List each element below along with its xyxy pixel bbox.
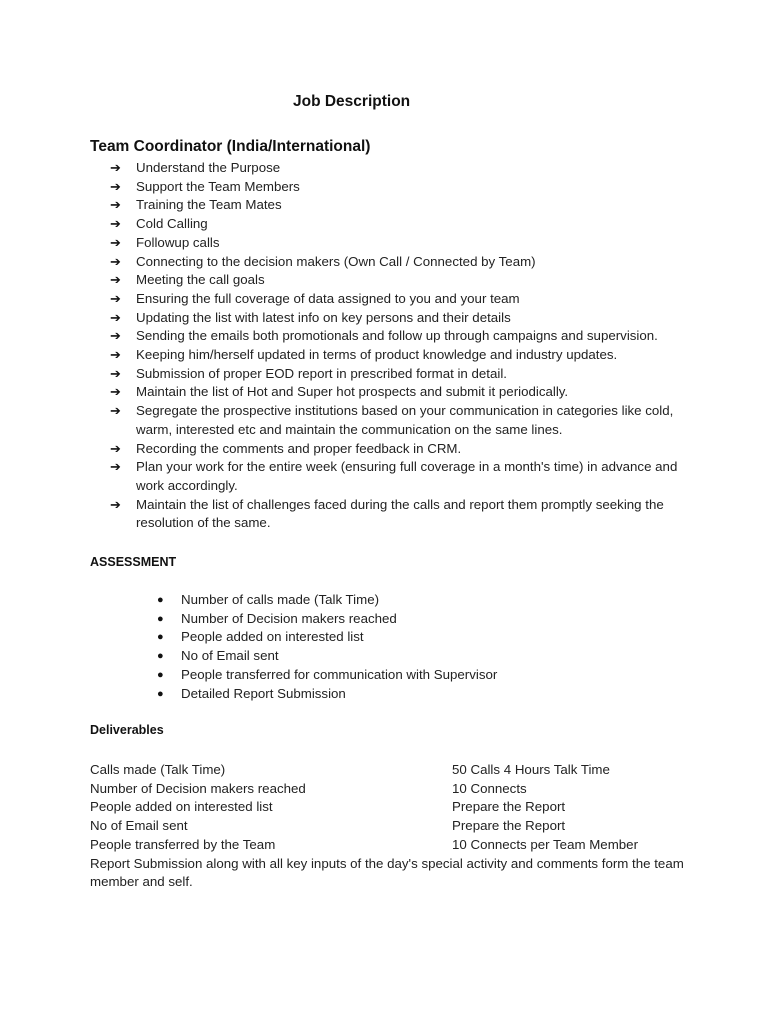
arrow-icon: ➔ [110,328,121,344]
closing-paragraph: Report Submission along with all key inputs of the day's special activity and comments form the team member and self. [90,855,684,890]
deliverable-target: 50 Calls 4 Hours Talk Time [452,762,610,777]
list-item [0,402,768,439]
list-item-text: Followup calls [136,234,220,250]
list-item [0,178,768,197]
list-item-text: Plan your work for the entire week (ensuring full coverage in a month's time) in advance and work accordingly. [136,459,678,493]
list-item [0,383,768,402]
list-item-text: Support the Team Members [136,178,300,194]
arrow-icon: ➔ [110,253,121,269]
arrow-icon: ➔ [110,178,121,194]
arrow-icon: ➔ [110,384,121,400]
deliverable-target: Prepare the Report [452,818,566,834]
list-item [0,346,768,365]
list-item-text: Number of Decision makers reached [181,610,397,626]
list-item [0,290,768,309]
arrow-icon: ➔ [110,440,121,456]
arrow-icon: ➔ [110,272,121,288]
arrow-icon: ➔ [110,216,121,232]
list-item-text: No of Email sent [181,648,279,664]
arrow-icon: ➔ [110,403,121,419]
deliverable-item: Number of Decision makers reached [90,780,306,796]
list-item-text: Understand the Purpose [136,160,281,175]
deliverables-table [90,761,690,854]
list-item [0,496,768,533]
arrow-icon: ➔ [110,234,121,250]
list-item-text: Sending the emails both promotionals and follow up through campaigns and supervision. [136,328,658,344]
table-row [90,817,690,836]
list-item [0,440,768,459]
list-item [0,628,768,647]
table-row [90,798,690,817]
list-item-text: People added on interested list [181,629,364,645]
bullet-icon: ● [157,612,164,625]
list-item-text: Maintain the list of Hot and Super hot prospects and submit it periodically. [136,384,569,400]
arrow-icon: ➔ [110,459,121,475]
list-item [0,666,768,685]
list-item-text: Cold Calling [136,216,208,232]
assessment-heading: ASSESSMENT [90,555,177,569]
deliverable-item: People transferred by the Team [90,836,276,852]
list-item [0,327,768,346]
list-item-text: Updating the list with latest info on key persons and their details [136,309,511,325]
table-row [90,780,690,799]
list-item [0,271,768,290]
list-item-text: Keeping him/herself updated in terms of product knowledge and industry updates. [136,347,618,363]
list-item-text: Connecting to the decision makers (Own Call / Connected by Team) [136,253,536,269]
assessment-list [0,591,768,703]
arrow-icon: ➔ [110,160,121,175]
list-item-text: Submission of proper EOD report in prescribed format in detail. [136,365,508,381]
page-title: Job Description [293,93,411,110]
arrow-icon: ➔ [110,290,121,306]
list-item-text: Ensuring the full coverage of data assigned to you and your team [136,290,520,306]
bullet-icon: ● [157,687,164,700]
arrow-icon: ➔ [110,347,121,363]
bullet-icon: ● [157,631,164,644]
deliverable-item: No of Email sent [90,818,188,834]
list-item [0,685,768,704]
list-item-text: Maintain the list of challenges faced during the calls and report them promptly seeking the resolution of the same. [136,496,664,531]
deliverable-target: 10 Connects per Team Member [452,836,639,852]
responsibilities-list [0,159,768,533]
deliverable-target: Prepare the Report [452,799,566,815]
list-item-text: Detailed Report Submission [181,685,346,701]
arrow-icon: ➔ [110,365,121,381]
list-item-text: People transferred for communication with Supervisor [181,666,498,682]
list-item-text: Recording the comments and proper feedback in CRM. [136,440,462,456]
arrow-icon: ➔ [110,496,121,512]
list-item [0,215,768,234]
table-row [90,761,690,780]
list-item [0,365,768,384]
list-item-text: Segregate the prospective institutions based on your communication in categories like cold, warm, interested etc and maintain the communication on the same lines. [136,403,674,437]
role-title: Team Coordinator (India/International) [90,138,371,155]
list-item-text: Number of calls made (Talk Time) [181,592,380,607]
list-item [0,647,768,666]
list-item-text: Meeting the call goals [136,272,265,288]
deliverable-item: Calls made (Talk Time) [90,762,226,777]
arrow-icon: ➔ [110,309,121,325]
list-item [0,159,768,178]
deliverable-target: 10 Connects [452,780,527,796]
list-item [0,458,768,495]
arrow-icon: ➔ [110,197,121,213]
list-item [0,196,768,215]
table-row [90,836,690,855]
list-item-text: Training the Team Mates [136,197,282,213]
deliverable-item: People added on interested list [90,799,273,815]
bullet-icon: ● [157,668,164,681]
list-item [0,610,768,629]
bullet-icon: ● [157,650,164,663]
bullet-icon: ● [157,594,164,606]
list-item [0,591,768,610]
list-item [0,253,768,272]
deliverables-heading: Deliverables [90,723,164,737]
list-item [0,309,768,328]
list-item [0,234,768,253]
